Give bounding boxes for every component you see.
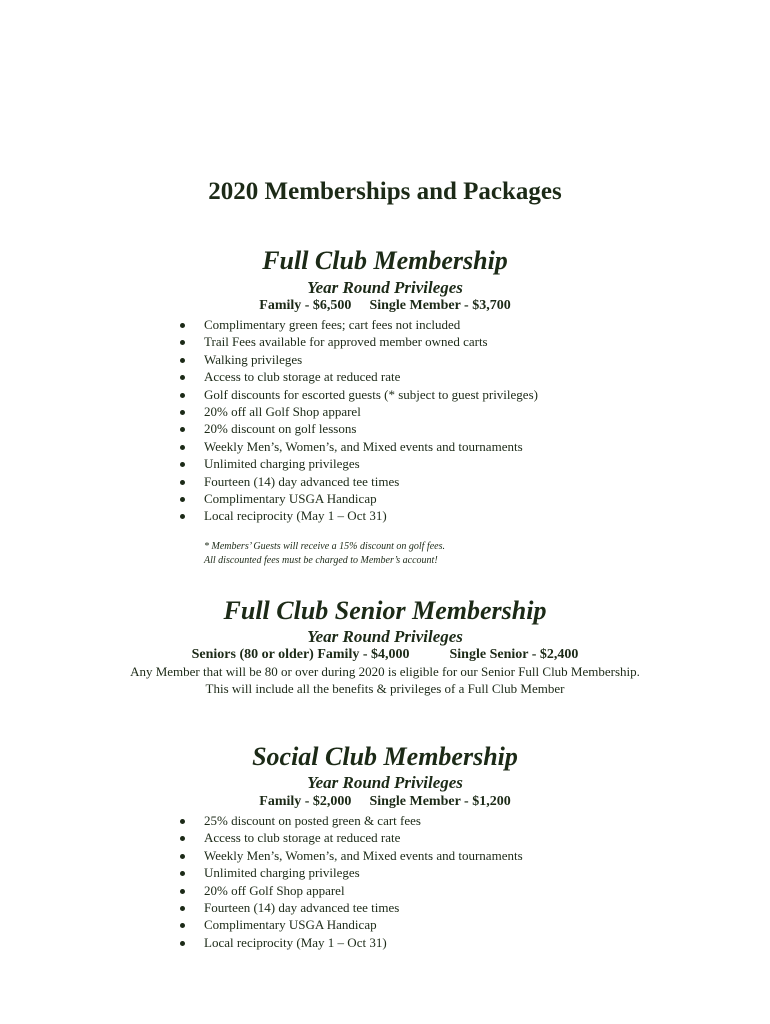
benefit-text: Weekly Men’s, Women’s, and Mixed events and tournaments xyxy=(204,847,523,863)
senior-price-family: Seniors (80 or older) Family - $4,000 xyxy=(191,647,410,662)
bullet-icon xyxy=(180,375,185,380)
full-club-price-family: Family - $6,500 xyxy=(259,298,352,313)
benefit-text: Golf discounts for escorted guests (* subject to guest privileges) xyxy=(204,386,538,402)
benefit-text: Fourteen (14) day advanced tee times xyxy=(204,473,400,489)
full-club-heading: Full Club Membership xyxy=(262,246,508,275)
list-item xyxy=(180,934,523,951)
bullet-icon xyxy=(180,941,185,946)
full-club-prices xyxy=(0,298,770,314)
bullet-icon xyxy=(180,819,185,824)
list-item xyxy=(180,916,523,933)
benefit-text: 25% discount on posted green & cart fees xyxy=(204,813,421,828)
list-item xyxy=(180,899,523,916)
full-club-benefits-list xyxy=(180,316,538,525)
social-heading: Social Club Membership xyxy=(252,742,518,771)
benefit-text: 20% discount on golf lessons xyxy=(204,421,357,437)
benefit-text: Access to club storage at reduced rate xyxy=(204,830,401,846)
senior-price-single: Single Senior - $2,400 xyxy=(449,647,579,662)
list-item xyxy=(180,386,538,403)
benefit-text: Fourteen (14) day advanced tee times xyxy=(204,899,400,915)
senior-prices xyxy=(0,647,770,663)
bullet-icon xyxy=(180,323,185,328)
benefit-text: Unlimited charging privileges xyxy=(204,865,360,881)
list-item xyxy=(180,420,538,437)
list-item xyxy=(180,490,538,507)
list-item xyxy=(180,864,523,881)
bullet-icon xyxy=(180,445,185,450)
bullet-icon xyxy=(180,923,185,928)
list-item xyxy=(180,438,538,455)
bullet-icon xyxy=(180,393,185,398)
benefit-text: Access to club storage at reduced rate xyxy=(204,369,401,385)
benefit-text: Local reciprocity (May 1 – Oct 31) xyxy=(204,508,387,524)
charge-account-footnote: All discounted fees must be charged to Member’s account! xyxy=(204,555,438,566)
benefit-text: Unlimited charging privileges xyxy=(204,456,360,472)
benefit-text: Complimentary green fees; cart fees not included xyxy=(204,317,461,332)
document-title: 2020 Memberships and Packages xyxy=(208,178,562,205)
bullet-icon xyxy=(180,410,185,415)
social-price-family: Family - $2,000 xyxy=(259,794,352,809)
benefit-text: Complimentary USGA Handicap xyxy=(204,490,377,506)
benefit-text: Walking privileges xyxy=(204,351,303,367)
bullet-icon xyxy=(180,480,185,485)
bullet-icon xyxy=(180,871,185,876)
benefit-text: 20% off Golf Shop apparel xyxy=(204,882,345,898)
bullet-icon xyxy=(180,889,185,894)
bullet-icon xyxy=(180,462,185,467)
bullet-icon xyxy=(180,358,185,363)
list-item xyxy=(180,368,538,385)
list-item xyxy=(180,473,538,490)
bullet-icon xyxy=(180,497,185,502)
senior-subheading: Year Round Privileges xyxy=(307,627,463,646)
bullet-icon xyxy=(180,427,185,432)
bullet-icon xyxy=(180,854,185,859)
bullet-icon xyxy=(180,906,185,911)
list-item xyxy=(180,882,523,899)
benefit-text: Trail Fees available for approved member owned carts xyxy=(204,334,488,350)
list-item xyxy=(180,847,523,864)
benefit-text: Complimentary USGA Handicap xyxy=(204,917,377,933)
benefit-text: Local reciprocity (May 1 – Oct 31) xyxy=(204,934,387,950)
guest-discount-footnote: * Members’ Guests will receive a 15% discount on golf fees. xyxy=(204,541,445,552)
benefit-text: 20% off all Golf Shop apparel xyxy=(204,403,361,419)
social-benefits-list xyxy=(180,812,523,951)
senior-heading: Full Club Senior Membership xyxy=(223,596,547,625)
list-item xyxy=(180,812,523,829)
social-prices xyxy=(0,794,770,810)
list-item xyxy=(180,455,538,472)
list-item xyxy=(180,403,538,420)
list-item xyxy=(180,507,538,524)
list-item xyxy=(180,333,538,350)
list-item xyxy=(180,316,538,333)
full-club-price-single: Single Member - $3,700 xyxy=(369,298,511,313)
full-club-subheading: Year Round Privileges xyxy=(307,278,463,297)
social-subheading: Year Round Privileges xyxy=(307,773,463,792)
senior-eligibility-note: Any Member that will be 80 or over during 2020 is eligible for our Senior Full Club Membership. xyxy=(130,664,640,679)
list-item xyxy=(180,829,523,846)
senior-benefits-note: This will include all the benefits & privileges of a Full Club Member xyxy=(205,681,565,696)
bullet-icon xyxy=(180,836,185,841)
bullet-icon xyxy=(180,514,185,519)
bullet-icon xyxy=(180,340,185,345)
social-price-single: Single Member - $1,200 xyxy=(369,794,511,809)
benefit-text: Weekly Men’s, Women’s, and Mixed events and tournaments xyxy=(204,438,523,454)
list-item xyxy=(180,351,538,368)
